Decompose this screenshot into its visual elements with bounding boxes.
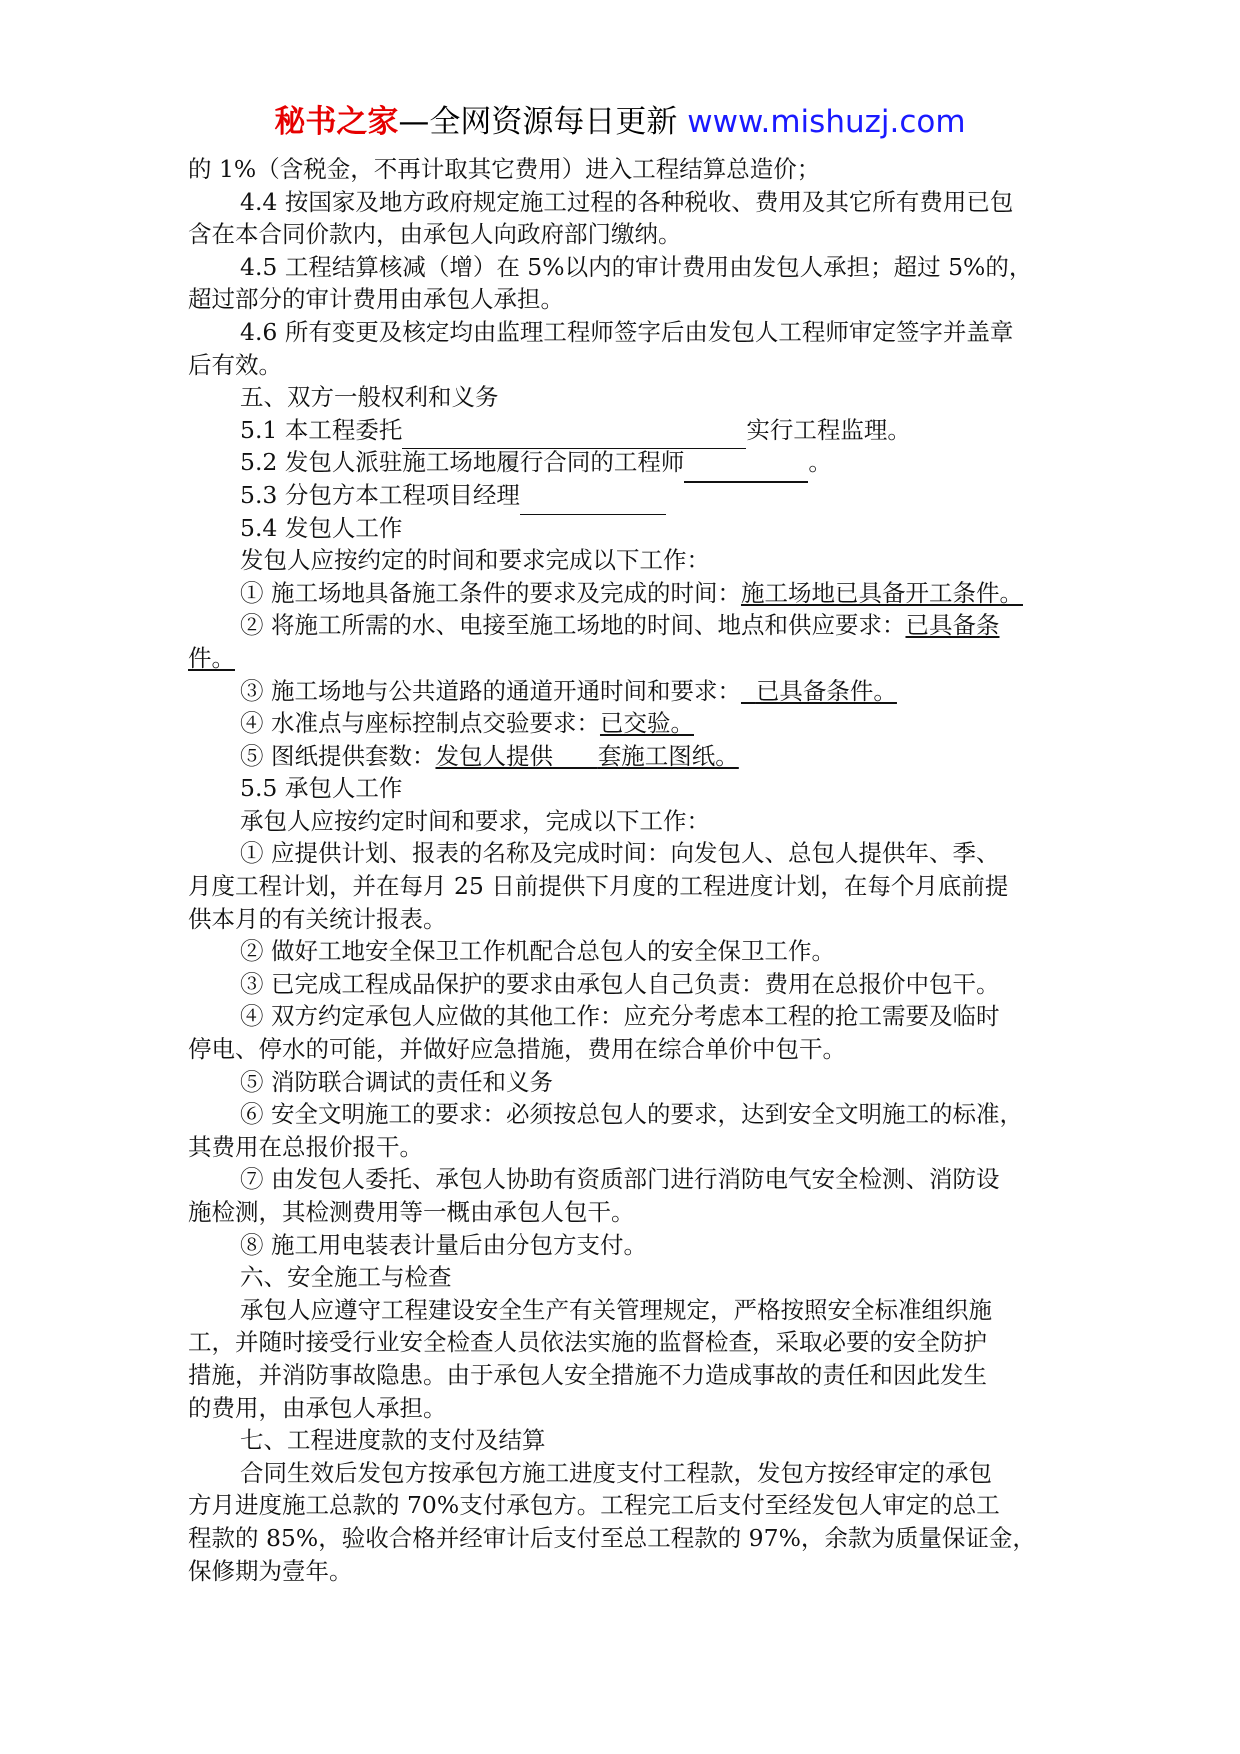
text-line <box>188 642 1058 675</box>
clause-4-5: 4.5 工程结算核减（增）在 5%以内的审计费用由发包人承担；超过 5%的， <box>240 252 1033 281</box>
text-line: 承包人应遵守工程建设安全生产有关管理规定，严格按照安全标准组织施 <box>240 1295 992 1324</box>
text-line: 合同生效后发包方按承包方施工进度支付工程款，发包方按经审定的承包 <box>240 1458 992 1487</box>
clause-text: 5.2 发包人派驻施工场地履行合同的工程师 <box>240 448 685 477</box>
clause-text: 5.1 本工程委托 <box>240 415 403 444</box>
text-line: 施检测，其检测费用等一概由承包人包干。 <box>188 1198 635 1226</box>
filled-answer: 件。 <box>188 643 235 672</box>
text-line: 措施，并消防事故隐患。由于承包人安全措施不力造成事故的责任和因此发生 <box>188 1360 987 1389</box>
text-line: 程款的 85%，验收合格并经审计后支付至总工程款的 97%，余款为质量保证金， <box>188 1523 1036 1552</box>
filled-answer <box>741 677 897 705</box>
filled-answer-text: 已具备条件。 <box>755 676 897 705</box>
item-5-4-2 <box>188 609 1058 642</box>
site-header-banner <box>0 100 1240 144</box>
item-5-5-5: ⑤ 消防联合调试的责任和义务 <box>240 1067 553 1096</box>
fill-in-blank-supervisor <box>402 416 746 450</box>
filled-answer-text: 套施工图纸。 <box>597 741 739 770</box>
clause-5-4: 5.4 发包人工作 <box>240 513 403 542</box>
header-tagline: —全网资源每日更新 <box>398 104 678 140</box>
text-line: 方月进度施工总款的 70%支付承包方。工程完工后支付至经发包人审定的总工 <box>188 1491 1000 1520</box>
filled-answer-text: 发包人提供 <box>435 741 553 770</box>
clause-5-1 <box>188 414 1058 447</box>
section-heading-7: 七、工程进度款的支付及结算 <box>240 1426 546 1455</box>
fill-in-blank-engineer <box>684 448 808 483</box>
clause-5-2 <box>188 446 1058 479</box>
clause-4-6: 4.6 所有变更及核定均由监理工程师签字后由发包人工程师审定签字并盖章 <box>240 317 1014 346</box>
item-text: ④ 水准点与座标控制点交验要求： <box>240 709 600 738</box>
brand-name: 秘书之家 <box>274 104 399 140</box>
text-line: 工，并随时接受行业安全检查人员依法实施的监督检查，采取必要的安全防护 <box>188 1328 987 1357</box>
text-line: 承包人应按约定时间和要求，完成以下工作： <box>240 806 710 835</box>
item-5-5-1: ① 应提供计划、报表的名称及完成时间：向发包人、总包人提供年、季、 <box>240 839 1000 868</box>
item-text: ① 施工场地具备施工条件的要求及完成的时间： <box>240 578 741 607</box>
clause-5-5: 5.5 承包人工作 <box>240 774 403 803</box>
text-line: 其费用在总报价报干。 <box>188 1132 423 1161</box>
item-text: ⑤ 图纸提供套数： <box>240 741 436 770</box>
filled-answer: 已交验。 <box>599 709 694 738</box>
filled-answer <box>435 742 738 770</box>
clause-text: 实行工程监理。 <box>746 415 911 444</box>
text-line: 超过部分的审计费用由承包人承担。 <box>188 285 564 314</box>
item-5-4-1 <box>188 577 1058 610</box>
item-5-5-7: ⑦ 由发包人委托、承包人协助有资质部门进行消防电气安全检测、消防设 <box>240 1165 1000 1194</box>
section-heading-6: 六、安全施工与检查 <box>240 1263 452 1292</box>
item-5-5-2: ② 做好工地安全保卫工作机配合总包人的安全保卫工作。 <box>240 937 835 966</box>
clause-5-3 <box>188 479 1058 512</box>
text-line: 的 1%（含税金，不再计取其它费用）进入工程结算总造价； <box>188 155 821 183</box>
text-line: 供本月的有关统计报表。 <box>188 904 447 933</box>
filled-answer: 施工场地已具备开工条件。 <box>740 578 1023 607</box>
item-5-5-6: ⑥ 安全文明施工的要求：必须按总包人的要求，达到安全文明施工的标准， <box>240 1100 1023 1129</box>
site-url-link[interactable]: www.mishuzj.com <box>687 104 966 140</box>
item-5-4-4 <box>188 707 1058 740</box>
item-text: ③ 施工场地与公共道路的通道开通时间和要求： <box>240 676 741 705</box>
section-heading-5: 五、双方一般权利和义务 <box>240 383 499 412</box>
clause-text: 5.3 分包方本工程项目经理 <box>240 480 520 509</box>
contract-body-text <box>188 153 1058 1587</box>
text-line: 月度工程计划，并在每月 25 日前提供下月度的工程进度计划，在每个月底前提 <box>188 872 1009 901</box>
item-5-4-3 <box>188 675 1058 708</box>
clause-text: 。 <box>808 448 832 477</box>
text-line: 含在本合同价款内，由承包人向政府部门缴纳。 <box>188 220 682 249</box>
item-5-5-8: ⑧ 施工用电装表计量后由分包方支付。 <box>240 1230 647 1259</box>
item-5-5-3: ③ 已完成工程成品保护的要求由承包人自己负责：费用在总报价中包干。 <box>240 969 1000 998</box>
text-line: 的费用，由承包人承担。 <box>188 1393 447 1422</box>
filled-answer: 已具备条 <box>905 611 1000 640</box>
item-5-4-5 <box>188 740 1058 773</box>
item-5-5-4: ④ 双方约定承包人应做的其他工作：应充分考虑本工程的抢工需要及临时 <box>240 1002 1000 1031</box>
item-text: ② 将施工所需的水、电接至施工场地的时间、地点和供应要求： <box>240 611 906 640</box>
text-line: 后有效。 <box>188 350 282 379</box>
clause-4-4: 4.4 按国家及地方政府规定施工过程的各种税收、费用及其它所有费用已包 <box>240 187 1014 216</box>
fill-in-blank-manager <box>520 481 666 515</box>
text-line: 发包人应按约定的时间和要求完成以下工作： <box>240 546 710 575</box>
text-line: 停电、停水的可能，并做好应急措施，费用在综合单价中包干。 <box>188 1035 846 1064</box>
text-line: 保修期为壹年。 <box>188 1556 353 1585</box>
